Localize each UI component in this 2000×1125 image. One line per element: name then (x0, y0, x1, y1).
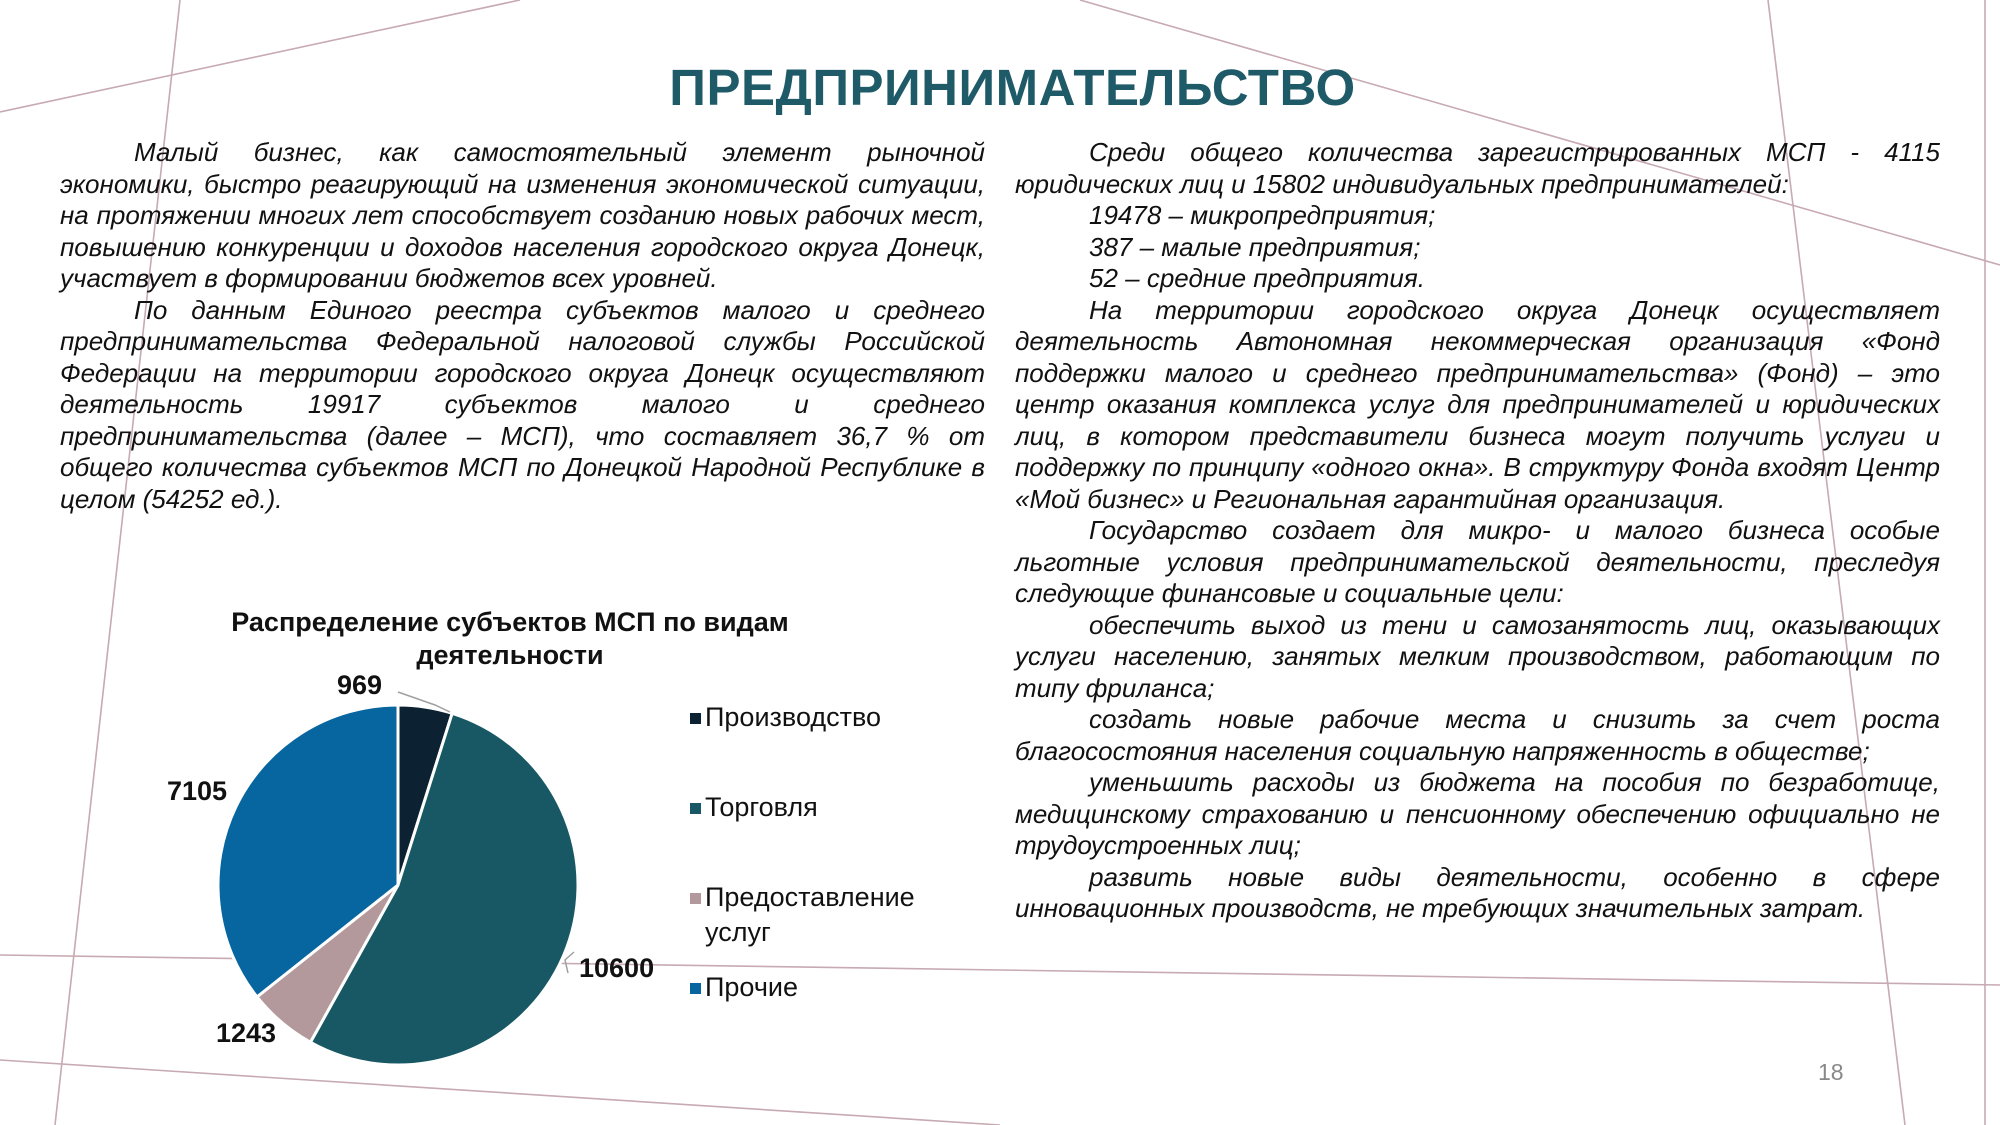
paragraph: Малый бизнес, как самостоятельный элемент рыночной экономики, быстро реагирующий на изменения экономической ситуации, на протяжении многих лет способствует созданию новых рабочих мест, повышению конкуренции и доходов населения городского округа Донецк, участвует в формировании бюджетов всех уровней. (60, 137, 985, 293)
list-item: 19478 – микропредприятия; (1089, 200, 1436, 230)
legend-item (705, 880, 975, 950)
page-title: ПРЕДПРИНИМАТЕЛЬСТВО (669, 59, 1356, 116)
data-label: 1243 (216, 1018, 277, 1048)
data-label: 969 (337, 670, 383, 700)
list-item: создать новые рабочие места и снизить за счет роста благосостояния населения социальную напряженность в обществе; (1015, 704, 1940, 766)
paragraph: Среди общего количества зарегистрированных МСП - 4115 юридических лиц и 15802 индивидуальных предпринимателей: (1015, 137, 1940, 199)
paragraph: Государство создает для микро- и малого бизнеса особые льготные условия предпринимательской деятельности, преследуя следующие финансовые и социальные цели: (1015, 515, 1940, 608)
list-item: обеспечить выход из тени и самозанятость лиц, оказывающих услуги населению, занятых мелким производством, работающим по типу фриланса; (1015, 609, 1940, 703)
legend-label: Торговля (705, 792, 818, 822)
paragraph: По данным Единого реестра субъектов малого и среднего предпринимательства Федеральной налоговой службы Российской Федерации на территории городского округа Донецк осуществляют деятельность 19917 субъектов малого и среднего предпринимательства (далее – МСП), что составляет 36,7 % от общего количества субъектов МСП по Донецкой Народной Республике в целом (54252 ед.). (60, 294, 985, 514)
list-item: развить новые виды деятельности, особенно в сфере инновационных производств, не требующих значительных затрат. (1015, 861, 1940, 923)
legend-label: Предоставление услуг (705, 882, 915, 947)
legend-swatch (690, 803, 701, 814)
list-item: 387 – малые предприятия; (1089, 231, 1421, 262)
legend-item (705, 790, 818, 825)
legend-swatch (690, 713, 701, 724)
legend-label: Прочие (705, 972, 799, 1002)
legend-item (705, 700, 881, 735)
page-number: 18 (1818, 1059, 1844, 1085)
chart-title: Распределение субъектов МСП по видам деятельности (231, 607, 789, 670)
list-item: 52 – средние предприятия. (1089, 263, 1425, 293)
legend-swatch (690, 893, 701, 904)
list-item: уменьшить расходы из бюджета на пособия по безработице, медицинскому страхованию и пенсионному обеспечению официально не трудоустроенных лиц; (1015, 767, 1940, 860)
data-label: 10600 (579, 953, 655, 983)
data-label: 7105 (167, 776, 228, 806)
legend-swatch (690, 983, 701, 994)
leader-line (565, 952, 574, 973)
legend-item (705, 970, 798, 1005)
paragraph: На территории городского округа Донецк осуществляет деятельность Автономная некоммерческая организация «Фонд поддержки малого и среднего предпринимательства» (Фонд) – это центр оказания комплекса услуг для предпринимателей и юридических лиц, в котором представители бизнеса могут получить услуги и поддержку по принципу «одного окна». В структуру Фонда входят Центр «Мой бизнес» и Региональная гарантийная организация. (1015, 294, 1940, 514)
legend-label: Производство (705, 702, 882, 732)
